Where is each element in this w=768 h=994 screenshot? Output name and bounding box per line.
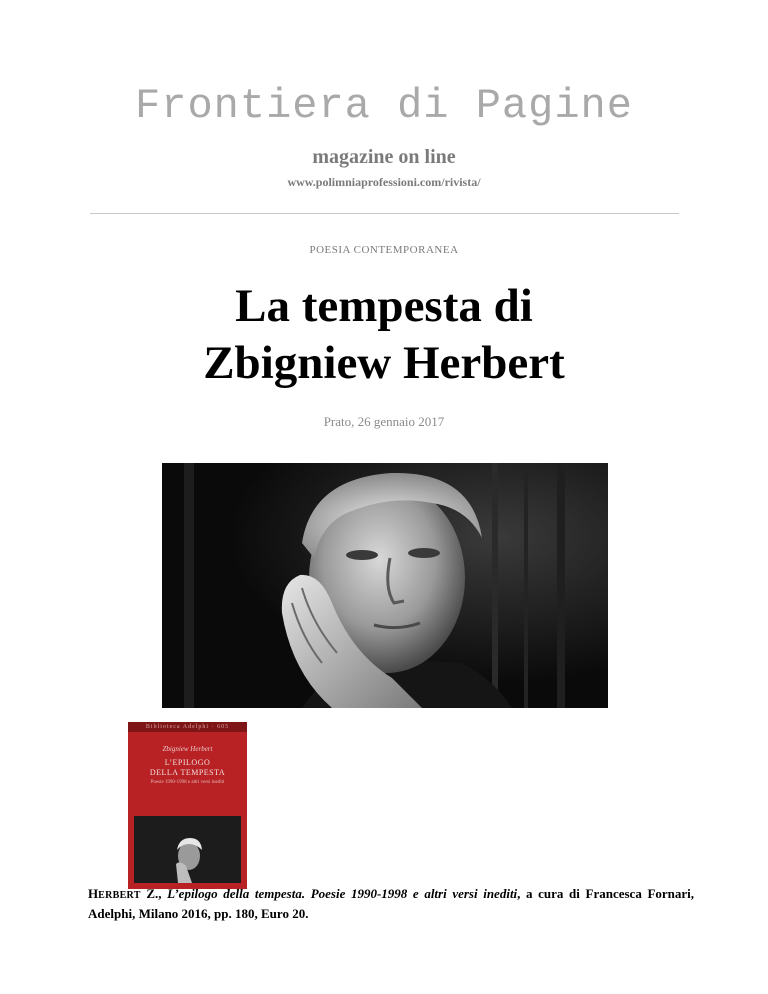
section-label: POESIA CONTEMPORANEA [309, 244, 459, 256]
headline-line-1: La tempesta di [235, 280, 533, 332]
book-author: Zbigniew Herbert [162, 745, 213, 753]
book-portrait-image [134, 816, 241, 883]
book-title-line-2: DELLA TEMPESTA [149, 768, 226, 777]
masthead-subtitle: magazine on line [312, 146, 456, 168]
book-citation [88, 885, 694, 923]
citation-author-initial: H [88, 886, 99, 901]
book-series-label: Biblioteca Adelphi · 605 [128, 722, 247, 732]
citation-author-suffix: Z., [140, 886, 168, 901]
header-divider [90, 213, 679, 214]
citation-title: L’epilogo della tempesta. Poesie 1990-1998 e altri versi inediti [167, 886, 518, 901]
article-headline [0, 278, 768, 392]
book-title-line-1: L’EPILOGO [164, 758, 211, 767]
book-cover [128, 722, 247, 889]
site-url[interactable]: www.polimniaprofessioni.com/rivista/ [287, 175, 481, 189]
masthead-title: Frontiera di Pagine [135, 82, 633, 130]
headline-line-2: Zbigniew Herbert [203, 337, 565, 389]
citation-author-rest: ERBERT [98, 890, 141, 901]
dateline: Prato, 26 gennaio 2017 [323, 414, 445, 429]
citation-end: . [305, 906, 309, 921]
author-photo-image [162, 463, 608, 708]
citation-author [88, 886, 167, 901]
book-subtitle: Poesie 1990-1998 e altri versi inediti [150, 780, 225, 785]
citation-details: , a cura di Francesca Fornari, Adelphi, Milano 2016, pp. 180, Euro 20 [88, 886, 695, 921]
author-photo [162, 463, 608, 708]
book-cover-portrait [134, 816, 241, 883]
book-title [128, 758, 247, 778]
